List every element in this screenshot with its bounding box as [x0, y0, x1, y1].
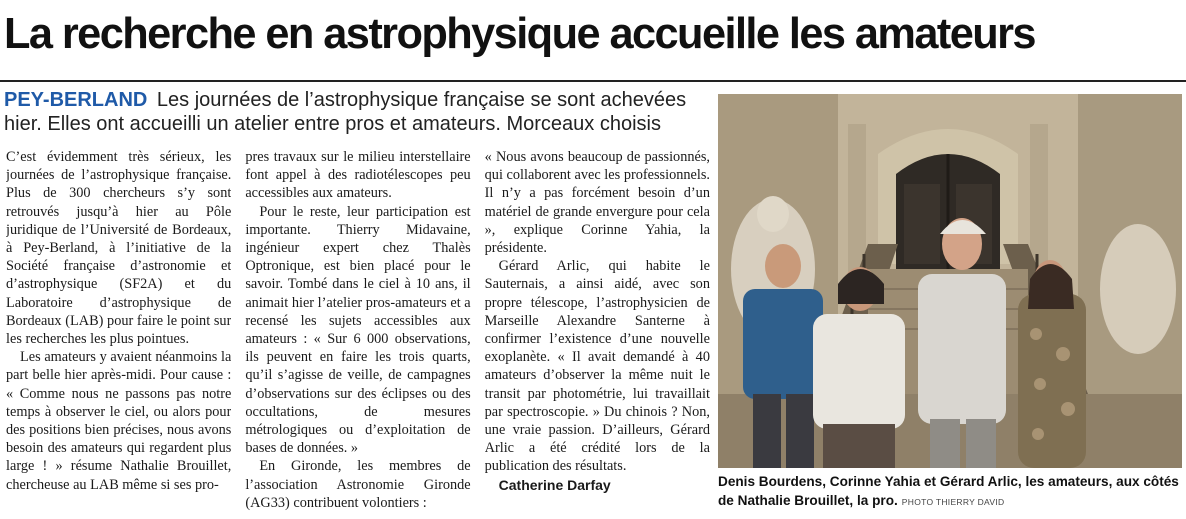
kicker-text: Les journées de l’astrophysique française se sont achevées hier. Elles ont accueilli un atelier entre pros et amateurs. Morceaux choisis	[4, 89, 687, 135]
kicker	[4, 88, 704, 136]
author-signature: Catherine Darfay	[498, 476, 611, 493]
paragraph: pres travaux sur le milieu interstellaire font appel à des radiotélescopes peu accessibles aux amateurs.	[245, 149, 471, 202]
article-column-3	[485, 148, 710, 518]
kicker-location-tag: PEY-BERLAND	[4, 89, 148, 111]
paragraph: Les amateurs y avaient néanmoins la part belle hier après-midi. Pour cause : « Comme nous ne passons pas notre temps à observer le ciel, ou alors pour des positions bien précises, nous avons besoin des amateurs qui regardent plus large ! » résume Nathalie Brouillet, chercheuse au LAB même si ses pro-	[6, 349, 232, 493]
paragraph: « Nous avons beaucoup de passionnés, qui collaborent avec les professionnels. Il n’y a pas forcément besoin d’un matériel de grande envergure pour cela », explique Corinne Yahia, la présidente.	[484, 149, 710, 257]
paragraph: En Gironde, les membres de l’association Astronomie Gironde (AG33) contribuent volontiers :	[245, 458, 471, 511]
paragraph: C’est évidemment très sérieux, les journées de l’astrophysique française. Plus de 300 chercheurs s’y sont retrouvés jusqu’à hier au Pôle juridique de l’Université de Bordeaux, à Pey-Berland, à l’initiative de la Société française d’astronomie et d’astrophysique (SF2A) et du Laboratoire d’astrophysique de Bordeaux (LAB) pour faire le point sur les recherches les plus pointues.	[6, 149, 232, 348]
headline-divider	[0, 80, 1186, 82]
article-column-2	[245, 148, 470, 518]
photo-caption	[718, 472, 1184, 512]
article-column-1	[6, 148, 231, 518]
paragraph: Pour le reste, leur participation est importante. Thierry Midavaine, ingénieur expert chez Thalès Optronique, est bien placé pour le savoir. Tombé dans le ciel à 10 ans, il animait hier l’atelier pros-amateurs et a recensé les sujets accessibles aux amateurs : « Sur 6 000 observations, ils peuvent en faire les trois quarts, qu’il s’agisse de veille, de campagnes d’observations sur des éclipses ou des occultations, de mesures métrologiques ou d’exploitation de bases de données. »	[245, 203, 471, 457]
article-body	[6, 148, 710, 518]
headline: La recherche en astrophysique accueille les amateurs	[4, 9, 1035, 58]
photo-credit: PHOTO THIERRY DAVID	[901, 497, 1005, 507]
article-photo	[718, 94, 1182, 468]
paragraph: Gérard Arlic, qui habite le Sauternais, a ainsi aidé, avec son propre télescope, l’astrophysicien de Marseille Alexandre Santerne à confirmer l’existence d’une nouvelle exoplanète. « Il avait demandé à 40 amateurs d’observer la même nuit le transit par photométrie, lui travaillait par spectroscopie. » Du chinois ? Non, une vraie passion. D’ailleurs, Gérard Arlic a été crédité lors de la publication des résultats.	[484, 258, 710, 475]
caption-text: Denis Bourdens, Corinne Yahia et Gérard Arlic, les amateurs, aux côtés de Nathalie Brouillet, la pro.	[718, 474, 1179, 508]
